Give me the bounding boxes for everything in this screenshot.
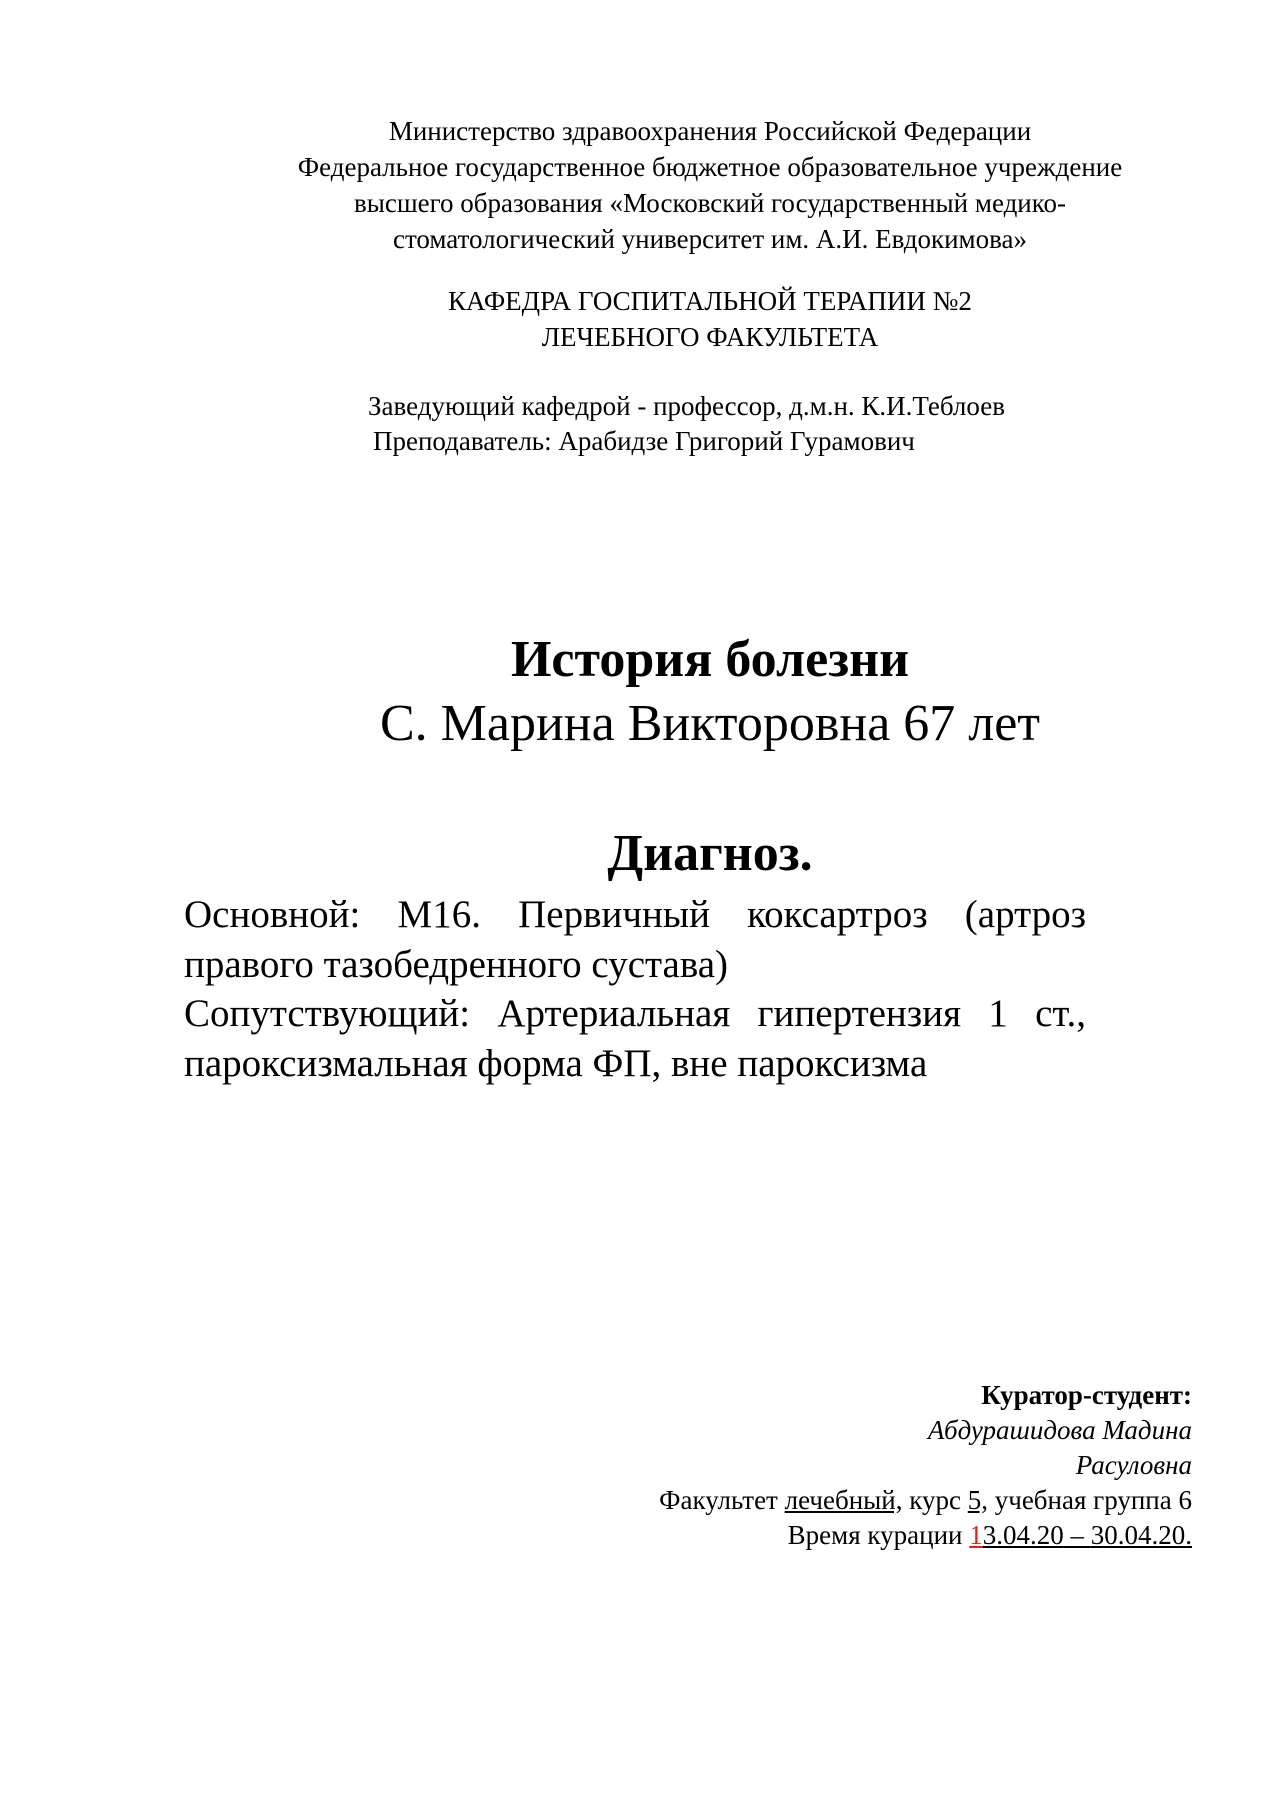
diagnosis-heading: Диагноз. <box>607 825 813 882</box>
main-diagnosis: Основной: М16. Первичный коксартроз (артроз правого тазобедренного сустава) <box>184 893 1086 986</box>
department-line-1: КАФЕДРА ГОСПИТАЛЬНОЙ ТЕРАПИИ №2 <box>448 286 972 316</box>
curator-label: Куратор-студент: <box>981 1380 1192 1410</box>
faculty-prefix: Факультет <box>659 1485 785 1515</box>
period-start-rest: 3.04.20 <box>982 1520 1064 1550</box>
period-end: 30.04.20. <box>1090 1520 1192 1550</box>
institution-line-1: Федеральное государственное бюджетное образовательное учреждение <box>297 152 1123 182</box>
course-value: 5, <box>967 1485 988 1515</box>
group-text: учебная группа 6 <box>987 1485 1192 1515</box>
course-prefix: курс <box>902 1485 968 1515</box>
department-block <box>160 283 1260 355</box>
ministry-line: Министерство здравоохранения Российской Федерации <box>388 116 1032 146</box>
institution-line-3: стоматологический университет им. А.И. Евдокимова» <box>392 224 1028 254</box>
department-line-2: ЛЕЧЕБНОГО ФАКУЛЬТЕТА <box>541 322 879 352</box>
faculty-line <box>500 1483 1192 1518</box>
curator-name-line-2: Расуловна <box>1075 1450 1192 1480</box>
faculty-value: лечебный, <box>784 1485 903 1515</box>
teacher: Преподаватель: Арабидзе Григорий Гурамович <box>373 426 915 456</box>
period-start-first-digit: 1 <box>969 1520 983 1550</box>
diagnosis-text <box>184 890 1086 1088</box>
curator-name-line-1: Абдурашидова Мадина <box>927 1415 1192 1445</box>
department-head: Заведующий кафедрой - профессор, д.м.н. К.И.Теблоев <box>368 391 1005 421</box>
period-separator: – <box>1063 1520 1091 1550</box>
patient-name: С. Марина Викторовна 67 лет <box>379 695 1041 752</box>
document-title: История болезни <box>510 631 910 688</box>
concomitant-diagnosis: Сопутствующий: Артериальная гипертензия 1 ст., пароксизмальная форма ФП, вне пароксизма <box>184 992 1086 1085</box>
curator-block <box>500 1378 1192 1553</box>
institution-line-2: высшего образования «Московский государственный медико- <box>353 188 1066 218</box>
institution-header <box>160 113 1260 257</box>
period-label: Время курации <box>787 1520 970 1550</box>
curation-period-line <box>500 1518 1192 1553</box>
